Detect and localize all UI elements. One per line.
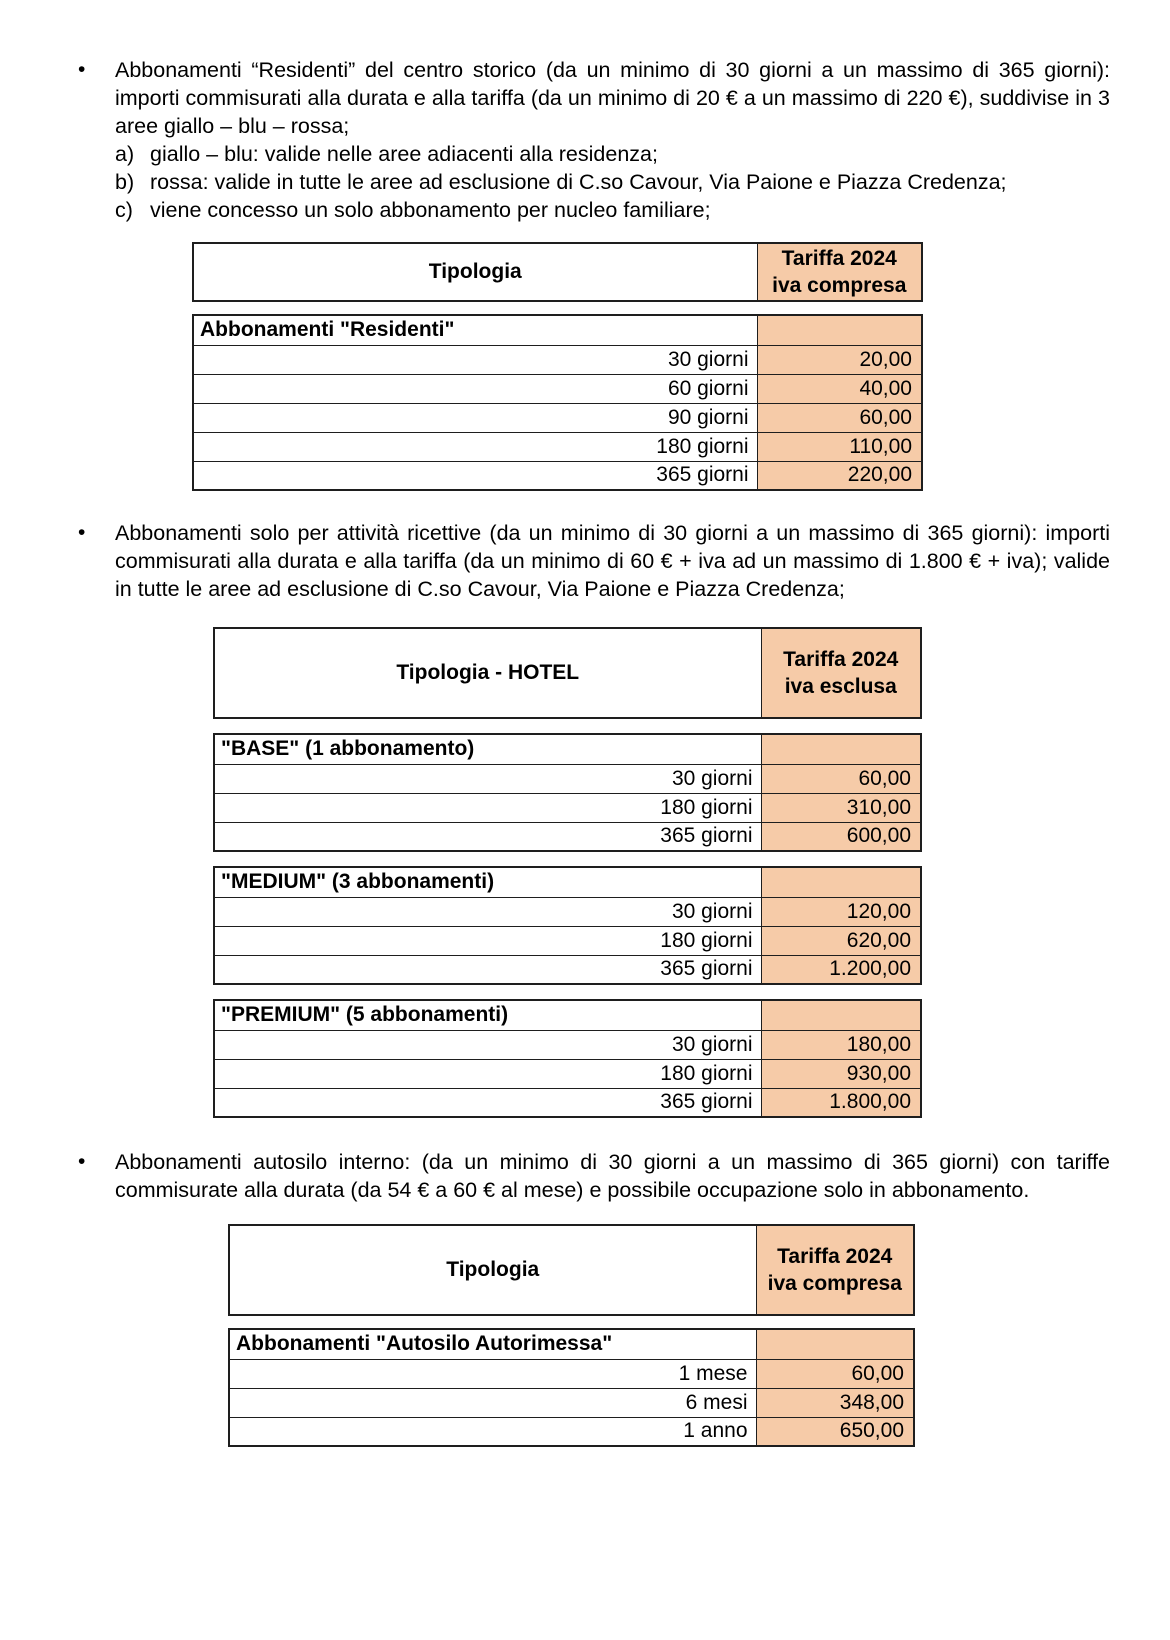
table-row bbox=[229, 1417, 914, 1446]
row-label: 30 giorni bbox=[193, 345, 757, 374]
table-header-tariffa-line2: iva esclusa bbox=[784, 675, 897, 698]
bullet-subitem bbox=[115, 140, 1110, 168]
table-row bbox=[229, 1388, 914, 1417]
table-section-label: "MEDIUM" (3 abbonamenti) bbox=[214, 867, 761, 897]
row-value: 60,00 bbox=[761, 764, 921, 793]
row-value: 620,00 bbox=[761, 926, 921, 955]
table-section-value-empty bbox=[761, 1000, 921, 1030]
table-row bbox=[193, 403, 922, 432]
table-section-label: "PREMIUM" (5 abbonamenti) bbox=[214, 1000, 761, 1030]
table-header-row bbox=[193, 243, 922, 301]
table-header-tipologia: Tipologia bbox=[229, 1225, 756, 1315]
bullet-item-residenti bbox=[0, 56, 1170, 224]
table-row bbox=[193, 374, 922, 403]
table-autosilo bbox=[228, 1224, 915, 1447]
subitem-marker: a) bbox=[115, 142, 135, 166]
row-value: 60,00 bbox=[756, 1359, 914, 1388]
bullet-marker: • bbox=[78, 1150, 86, 1173]
table-row bbox=[214, 897, 921, 926]
row-value: 348,00 bbox=[756, 1388, 914, 1417]
row-value: 1.200,00 bbox=[761, 955, 921, 984]
row-value: 310,00 bbox=[761, 793, 921, 822]
row-value: 220,00 bbox=[757, 461, 922, 490]
table-section-row bbox=[214, 867, 921, 897]
table-gap bbox=[213, 852, 922, 866]
table-section-row bbox=[214, 1000, 921, 1030]
table-section-row bbox=[193, 315, 922, 345]
bullet-body bbox=[115, 56, 1110, 224]
bullet-item-ricettive bbox=[0, 519, 1170, 603]
subitem-text: rossa: valide in tutte le aree ad esclusione di C.so Cavour, Via Paione e Piazza Credenza; bbox=[150, 170, 1007, 194]
row-label: 180 giorni bbox=[214, 1059, 761, 1088]
bullet-body bbox=[115, 519, 1110, 603]
row-value: 650,00 bbox=[756, 1417, 914, 1446]
table-row bbox=[214, 793, 921, 822]
table-row bbox=[193, 432, 922, 461]
table-header-row bbox=[229, 1225, 914, 1315]
table-header-tariffa-line2: iva compresa bbox=[772, 274, 907, 297]
bullet-subitem bbox=[115, 168, 1110, 196]
table-header-tariffa bbox=[756, 1225, 914, 1315]
row-label: 1 mese bbox=[229, 1359, 756, 1388]
subitem-text: viene concesso un solo abbonamento per nucleo familiare; bbox=[150, 198, 711, 222]
table-row bbox=[214, 822, 921, 851]
tariff-table-header bbox=[192, 242, 923, 302]
table-section-label: Abbonamenti "Autosilo Autorimessa" bbox=[229, 1329, 756, 1359]
subitem-marker: c) bbox=[115, 198, 133, 222]
table-row bbox=[214, 764, 921, 793]
row-label: 6 mesi bbox=[229, 1388, 756, 1417]
table-header-tariffa-line2: iva compresa bbox=[767, 1272, 902, 1295]
bullet-text: Abbonamenti “Residenti” del centro storico (da un minimo di 30 giorni a un massimo di 365 giorni): importi commisurati alla durata e alla tariffa (da un minimo di 20 € a un massimo di 220 €), suddivise in 3 aree giallo – blu – rossa; bbox=[115, 58, 1110, 138]
table-section-value-empty bbox=[761, 734, 921, 764]
row-label: 180 giorni bbox=[214, 793, 761, 822]
table-row bbox=[193, 461, 922, 490]
row-label: 365 giorni bbox=[214, 955, 761, 984]
row-label: 365 giorni bbox=[214, 822, 761, 851]
table-header-tipologia: Tipologia - HOTEL bbox=[214, 628, 761, 718]
tariff-table-header bbox=[213, 627, 922, 719]
bullet-text: Abbonamenti solo per attività ricettive (da un minimo di 30 giorni a un massimo di 365 giorni): importi commisurati alla durata e alla tariffa (da un minimo di 60 € + iva ad un massimo di 1.800 € + iva); valide in tutte le aree ad esclusione di C.so Cavour, Via Paione e Piazza Credenza; bbox=[115, 521, 1110, 601]
bullet-marker: • bbox=[78, 58, 86, 81]
table-row bbox=[214, 1059, 921, 1088]
table-gap bbox=[192, 302, 923, 314]
bullet-body bbox=[115, 1148, 1110, 1204]
table-header-tariffa-line1: Tariffa 2024 bbox=[777, 1245, 893, 1268]
row-label: 30 giorni bbox=[214, 764, 761, 793]
table-section-value-empty bbox=[756, 1329, 914, 1359]
bullet-text: Abbonamenti autosilo interno: (da un minimo di 30 giorni a un massimo di 365 giorni) con tariffe commisurate alla durata (da 54 € a 60 € al mese) e possibile occupazione solo in abbonamento. bbox=[115, 1150, 1110, 1202]
row-label: 1 anno bbox=[229, 1417, 756, 1446]
tariff-table-header bbox=[228, 1224, 915, 1316]
table-row bbox=[214, 955, 921, 984]
table-header-tariffa-line1: Tariffa 2024 bbox=[781, 247, 897, 270]
row-value: 1.800,00 bbox=[761, 1088, 921, 1117]
row-value: 40,00 bbox=[757, 374, 922, 403]
subitem-marker: b) bbox=[115, 170, 135, 194]
table-gap bbox=[213, 719, 922, 733]
row-value: 120,00 bbox=[761, 897, 921, 926]
row-label: 180 giorni bbox=[193, 432, 757, 461]
tariff-table-section bbox=[228, 1328, 915, 1447]
bullet-item-autosilo bbox=[0, 1148, 1170, 1204]
table-section-row bbox=[229, 1329, 914, 1359]
table-hotel bbox=[213, 627, 922, 1118]
row-value: 600,00 bbox=[761, 822, 921, 851]
row-label: 60 giorni bbox=[193, 374, 757, 403]
subitem-text: giallo – blu: valide nelle aree adiacenti alla residenza; bbox=[150, 142, 658, 166]
table-gap bbox=[228, 1316, 915, 1328]
bullet-subitem bbox=[115, 196, 1110, 224]
bullet-subitems bbox=[115, 140, 1110, 224]
table-header-tariffa bbox=[761, 628, 921, 718]
row-value: 930,00 bbox=[761, 1059, 921, 1088]
tariff-table-section bbox=[213, 866, 922, 985]
table-header-tipologia: Tipologia bbox=[193, 243, 757, 301]
table-section-row bbox=[214, 734, 921, 764]
table-row bbox=[214, 1088, 921, 1117]
row-label: 90 giorni bbox=[193, 403, 757, 432]
table-row bbox=[214, 926, 921, 955]
row-label: 365 giorni bbox=[193, 461, 757, 490]
tariff-table-section bbox=[213, 999, 922, 1118]
tariff-table-section bbox=[192, 314, 923, 491]
table-residenti bbox=[192, 242, 923, 491]
row-label: 30 giorni bbox=[214, 1030, 761, 1059]
table-row bbox=[229, 1359, 914, 1388]
row-value: 60,00 bbox=[757, 403, 922, 432]
table-section-value-empty bbox=[757, 315, 922, 345]
table-section-label: Abbonamenti "Residenti" bbox=[193, 315, 757, 345]
table-row bbox=[214, 1030, 921, 1059]
table-row bbox=[193, 345, 922, 374]
table-section-label: "BASE" (1 abbonamento) bbox=[214, 734, 761, 764]
table-section-value-empty bbox=[761, 867, 921, 897]
row-label: 30 giorni bbox=[214, 897, 761, 926]
table-header-row bbox=[214, 628, 921, 718]
tariff-table-section bbox=[213, 733, 922, 852]
bullet-marker: • bbox=[78, 521, 86, 544]
row-label: 180 giorni bbox=[214, 926, 761, 955]
table-header-tariffa bbox=[757, 243, 922, 301]
row-value: 180,00 bbox=[761, 1030, 921, 1059]
row-value: 110,00 bbox=[757, 432, 922, 461]
row-label: 365 giorni bbox=[214, 1088, 761, 1117]
row-value: 20,00 bbox=[757, 345, 922, 374]
table-header-tariffa-line1: Tariffa 2024 bbox=[783, 648, 899, 671]
table-gap bbox=[213, 985, 922, 999]
